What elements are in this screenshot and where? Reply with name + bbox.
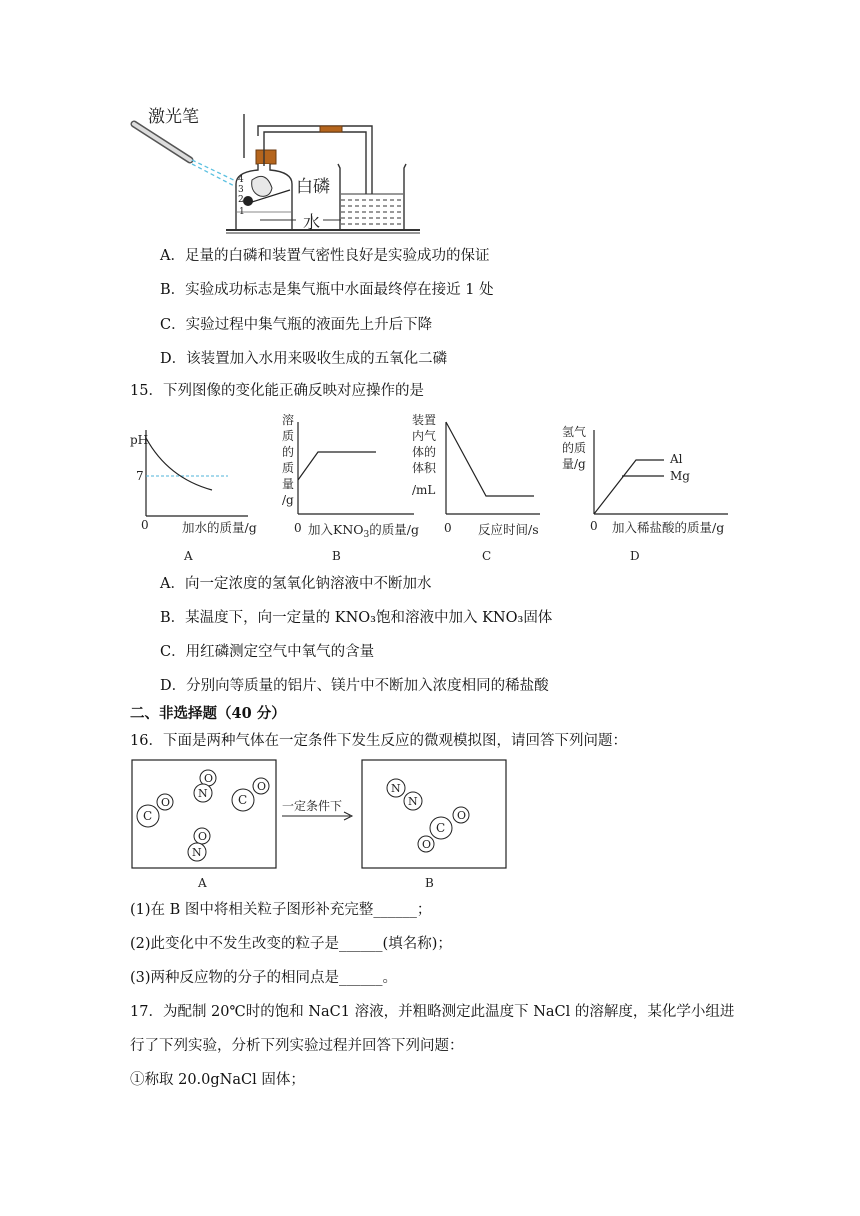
mark-4: 4: [238, 175, 244, 185]
svg-text:O: O: [198, 830, 208, 843]
graph-b-ylabel-6: /g: [282, 493, 294, 507]
q15-option-d: D．分别向等质量的铝片、镁片中不断加入浓度相同的稀盐酸: [160, 678, 549, 694]
graph-c-ylabel-1: 装置: [412, 413, 437, 427]
q15-graph-b: [276, 410, 426, 565]
graph-a-curve: [146, 438, 212, 490]
q14-option-c: C．实验过程中集气瓶的液面先上升后下降: [160, 317, 433, 333]
graph-b-ylabel-2: 质: [282, 429, 295, 443]
graph-a-origin: 0: [141, 518, 149, 532]
graph-b-ylabel-1: 溶: [282, 413, 295, 427]
graph-c-ylabel-2: 内气: [412, 429, 437, 443]
q14-apparatus-figure: [120, 100, 450, 240]
svg-text:C: C: [143, 809, 153, 823]
graph-b-ylabel-5: 量: [282, 477, 295, 491]
svg-text:N: N: [408, 795, 418, 808]
q15-option-b: B．某温度下，向一定量的 KNO₃饱和溶液中加入 KNO₃固体: [160, 610, 553, 626]
q15-option-c: C．用红磷测定空气中氧气的含量: [160, 644, 375, 660]
graph-c-line: [446, 422, 534, 496]
graph-a-xlabel: 加水的质量/g: [182, 520, 257, 535]
graph-d-al-line: [594, 460, 664, 514]
box-b: [362, 760, 506, 868]
box-a-label: A: [198, 876, 207, 890]
graph-c-ylabel-5: /mL: [412, 483, 436, 497]
water-label: 水: [303, 213, 320, 233]
graph-d-ylabel-3: 量/g: [562, 457, 586, 471]
q14-option-b: B．实验成功标志是集气瓶中水面最终停在接近 1 处: [160, 282, 494, 298]
graph-d-series-al: Al: [670, 452, 683, 466]
q17-stem-line-2: 行了下列实验，分析下列实验过程并回答下列问题：: [130, 1038, 464, 1054]
graph-a-ref-7: 7: [136, 469, 144, 483]
graph-a-letter: A: [184, 549, 193, 563]
box-b-label: B: [425, 876, 434, 890]
mark-2: 2: [238, 195, 244, 205]
graph-d-origin: 0: [590, 519, 598, 533]
graph-b-ylabel-4: 质: [282, 461, 295, 475]
white-phosphorus-label: 白磷: [296, 177, 330, 197]
graph-c-xlabel: 反应时间/s: [478, 522, 539, 537]
q15-stem: 15．下列图像的变化能正确反映对应操作的是: [130, 383, 424, 399]
svg-text:O: O: [257, 780, 267, 793]
graph-c-ylabel-3: 体的: [412, 445, 437, 459]
q16-micro-diagram: [128, 756, 512, 896]
svg-text:C: C: [238, 793, 248, 807]
laser-pen-label: 激光笔: [148, 107, 199, 127]
graph-b-xlabel: 加入$KNO_3$的质量/g: [308, 522, 419, 540]
reaction-condition-label: 一定条件下: [282, 799, 343, 813]
svg-text:O: O: [422, 838, 432, 851]
graph-b-origin: 0: [294, 521, 302, 535]
q14-option-a: A．足量的白磷和装置气密性良好是实验成功的保证: [160, 248, 490, 264]
graph-b-line: [298, 452, 376, 480]
mark-1: 1: [239, 207, 245, 217]
svg-text:O: O: [204, 772, 214, 785]
graph-b-ylabel-3: 的: [282, 445, 295, 459]
graph-d-series-mg: Mg: [670, 469, 690, 483]
graph-d-letter: D: [630, 549, 640, 563]
svg-text:O: O: [457, 809, 467, 822]
graph-c-letter: C: [482, 549, 492, 563]
mark-3: 3: [238, 185, 244, 195]
graph-d-ylabel-2: 的质: [562, 441, 587, 455]
q16-question-2: (2)此变化中不发生改变的粒子是______(填名称)；: [130, 936, 452, 952]
q16-question-1: (1)在 B 图中将相关粒子图形补充完整______；: [130, 902, 432, 918]
q16-stem: 16．下面是两种气体在一定条件下发生反应的微观模拟图，请回答下列问题：: [130, 733, 627, 749]
svg-text:N: N: [391, 782, 401, 795]
svg-text:N: N: [198, 787, 208, 800]
q15-graph-c: [410, 410, 550, 565]
section-heading: 二、非选择题（40 分）: [130, 705, 286, 722]
graph-d-ylabel-1: 氢气: [562, 425, 587, 439]
svg-text:O: O: [161, 796, 171, 809]
q14-option-d: D．该装置加入水用来吸收生成的五氧化二磷: [160, 351, 448, 367]
svg-text:C: C: [436, 821, 446, 835]
graph-b-letter: B: [332, 549, 341, 563]
q15-option-a: A．向一定浓度的氢氧化钠溶液中不断加水: [160, 576, 432, 592]
q15-graph-d: [560, 420, 740, 565]
laser-pen-icon: [134, 124, 190, 160]
graph-c-ylabel-4: 体积: [412, 461, 437, 475]
svg-text:N: N: [192, 846, 202, 859]
q17-step-1: ①称取 20.0gNaCl 固体；: [130, 1072, 305, 1088]
q17-stem-line-1: 17．为配制 20℃时的饱和 NaC1 溶液，并粗略测定此温度下 NaCl 的溶解度，某化学小组进: [130, 1004, 735, 1020]
graph-a-ylabel: pH: [130, 433, 149, 447]
q16-question-3: (3)两种反应物的分子的相同点是______。: [130, 970, 398, 986]
q15-graph-a: [128, 420, 268, 565]
graph-c-origin: 0: [444, 521, 452, 535]
graph-d-xlabel: 加入稀盐酸的质量/g: [612, 520, 725, 535]
